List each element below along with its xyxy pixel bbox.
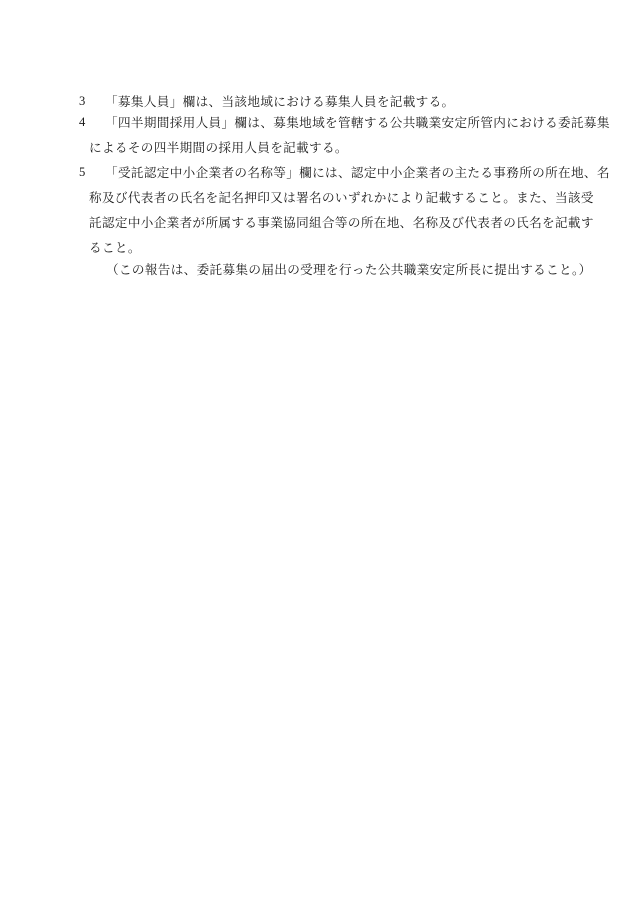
- item-number: 4: [79, 115, 86, 129]
- item-text-line: 託認定中小企業者が所属する事業協同組合等の所在地、名称及び代表者の氏名を記載す: [89, 215, 594, 230]
- item-text-line: 「募集人員」欄は、当該地域における募集人員を記載する。: [105, 94, 455, 109]
- item-text-line: 「受託認定中小企業者の名称等」欄には、認定中小企業者の主たる事務所の所在地、名: [105, 165, 610, 180]
- list-item-5: [79, 160, 610, 260]
- item-text-line: ること。: [89, 240, 141, 255]
- item-number: 3: [79, 94, 86, 108]
- item-text-line: によるその四半期間の採用人員を記載する。: [89, 140, 348, 155]
- item-text: [89, 160, 610, 260]
- item-text-line: 称及び代表者の氏名を記名押印又は署名のいずれかにより記載すること。また、当該受: [89, 190, 594, 205]
- item-text-line: 「四半期間採用人員」欄は、募集地域を管轄する公共職業安定所管内における委託募集: [105, 115, 610, 130]
- item-number: 5: [79, 165, 86, 179]
- submission-note: （この報告は、委託募集の届出の受理を行った公共職業安定所長に提出すること。）: [106, 262, 592, 277]
- list-item-4: [79, 110, 610, 160]
- item-text: [89, 110, 610, 160]
